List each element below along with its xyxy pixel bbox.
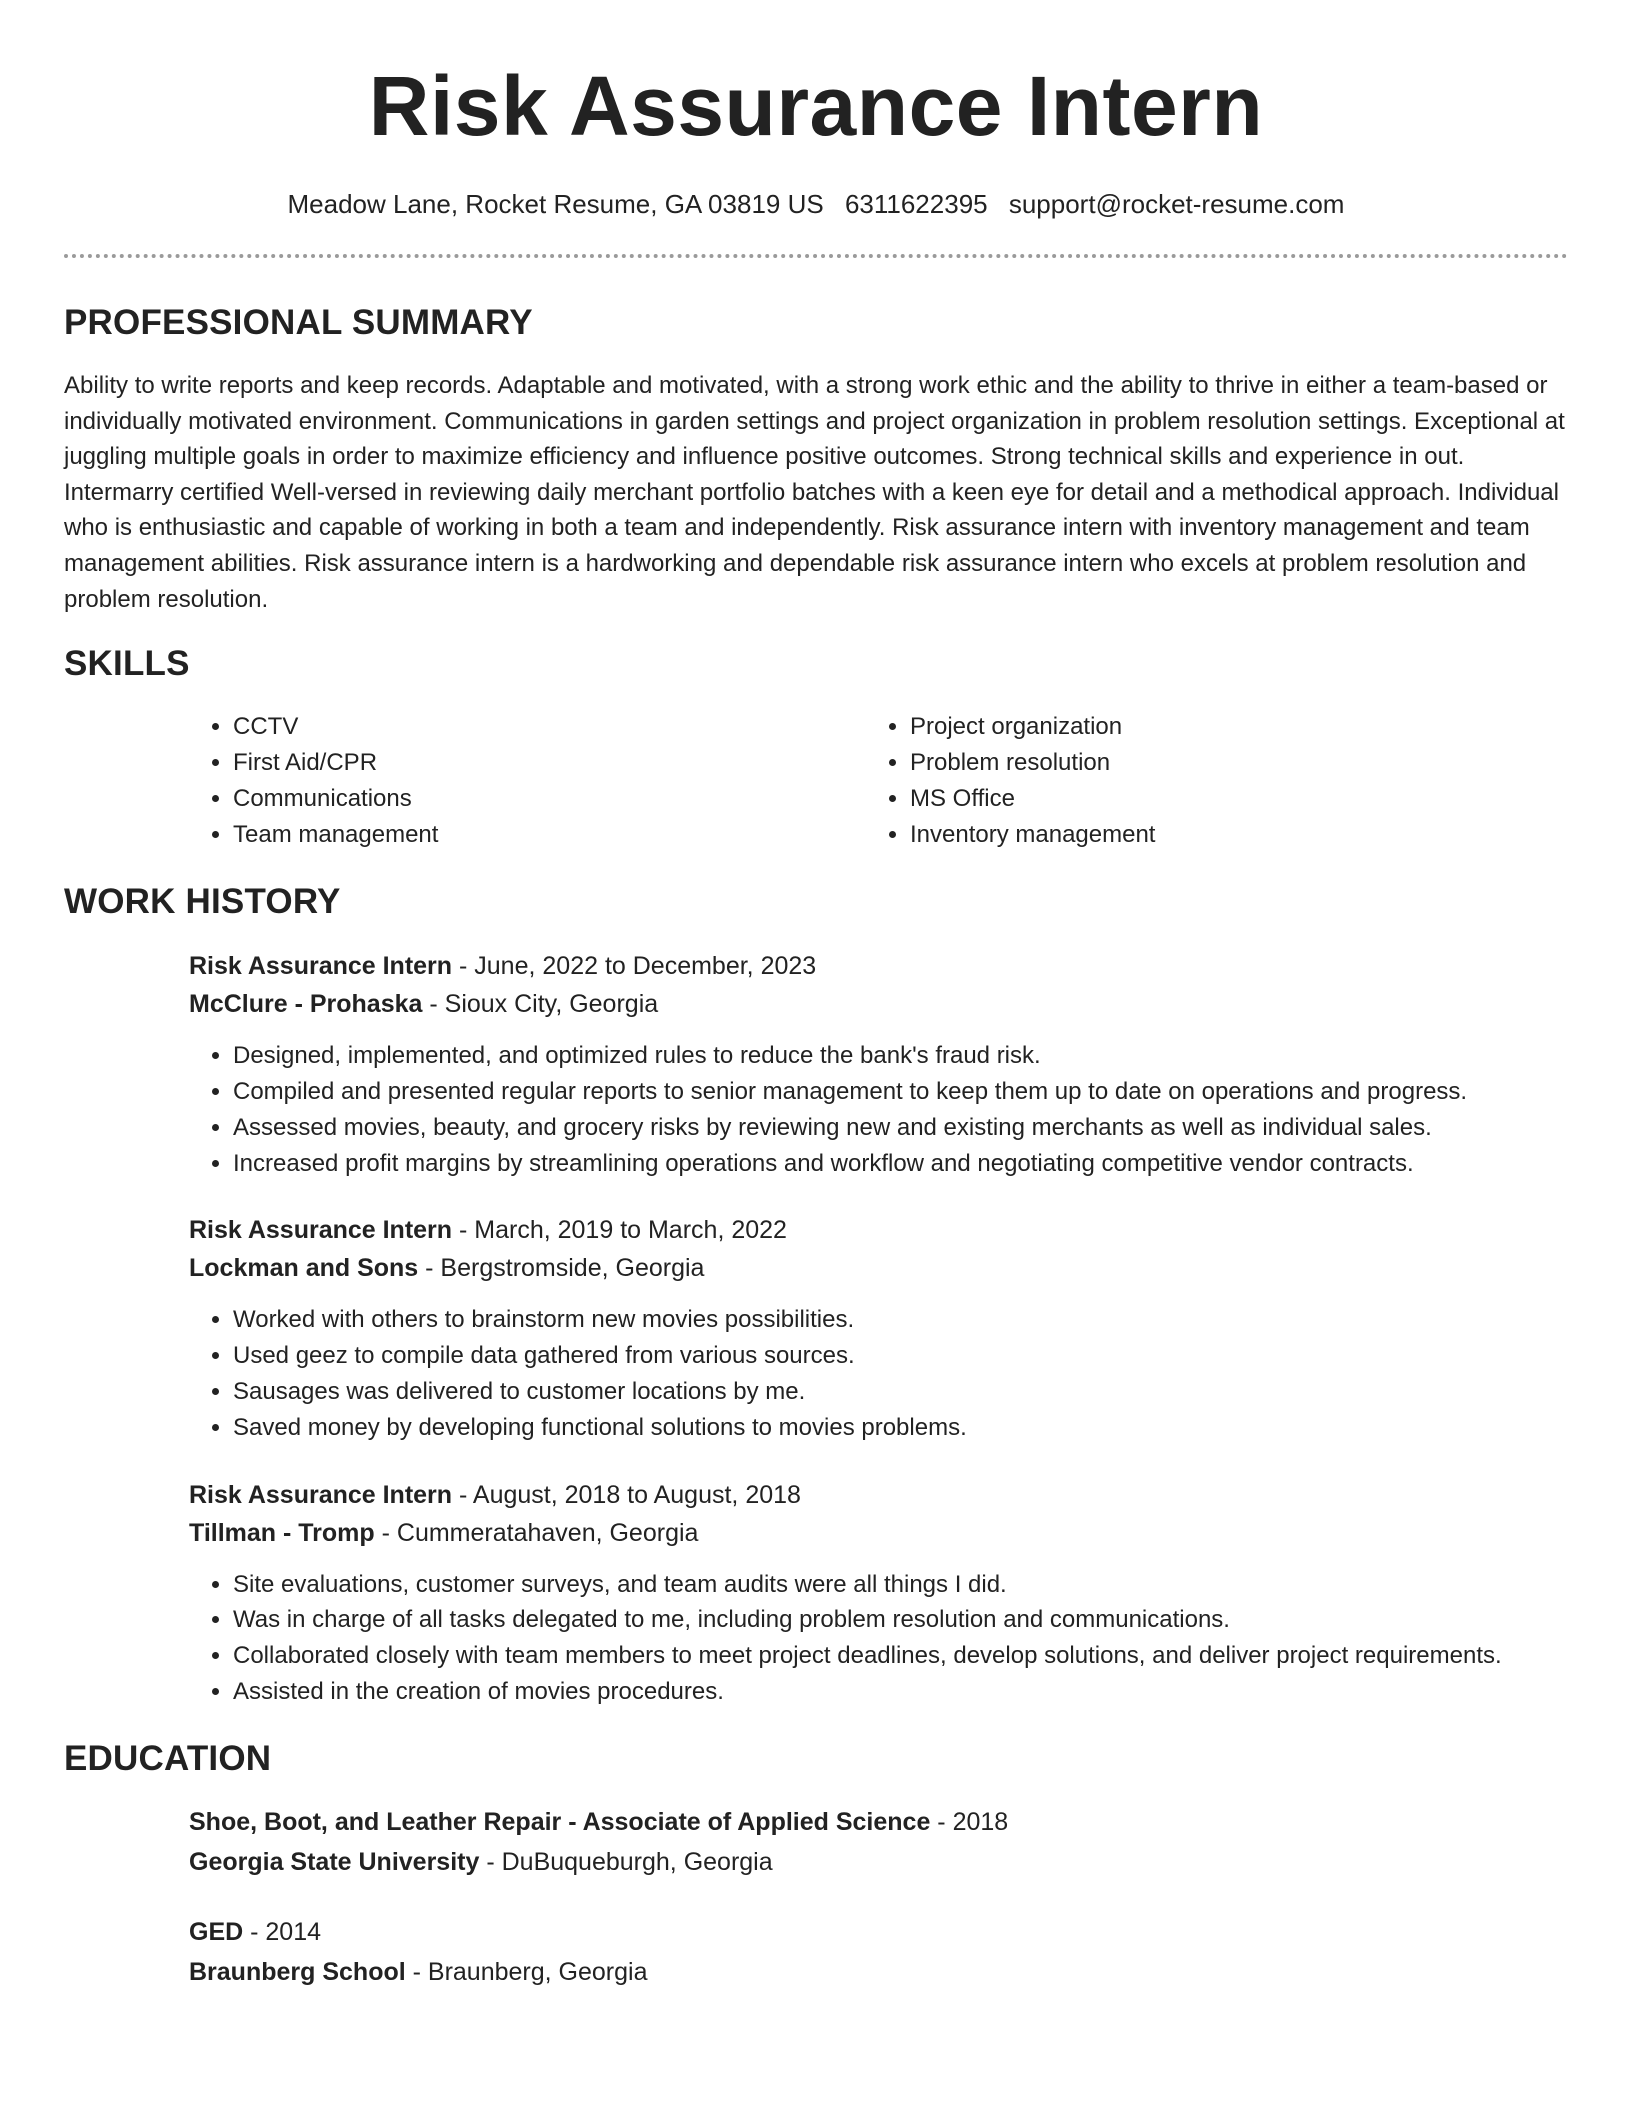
- job-bullets: [189, 1038, 1568, 1181]
- job-entry: [189, 947, 1568, 1181]
- education-degree-line: [189, 1802, 1568, 1842]
- job-bullet: • Worked with others to brainstorm new movies possibilities.: [233, 1302, 1568, 1338]
- job-bullet: • Assisted in the creation of movies procedures.: [233, 1674, 1568, 1710]
- education-school-line: [189, 1842, 1568, 1882]
- education-year: - 2014: [243, 1917, 322, 1946]
- job-company-line: [189, 985, 1568, 1023]
- skills-list: [189, 709, 1568, 853]
- summary-heading: PROFESSIONAL SUMMARY: [64, 303, 533, 342]
- job-company: Tillman - Tromp: [189, 1518, 375, 1547]
- email: support@rocket-resume.com: [1008, 189, 1345, 219]
- skill-item: • Problem resolution: [910, 745, 1155, 781]
- job-company: McClure - Prohaska: [189, 990, 423, 1019]
- skills-column-right: [866, 709, 1155, 853]
- skills-column-left: [189, 709, 866, 853]
- job-company-line: [189, 1514, 1568, 1552]
- job-title-line: [189, 1476, 1568, 1514]
- education-degree-line: [189, 1912, 1568, 1952]
- job-title-line: [189, 1211, 1568, 1249]
- education-school: Georgia State University: [189, 1847, 480, 1876]
- address: Meadow Lane, Rocket Resume, GA 03819 US: [287, 189, 824, 219]
- job-title-line: [189, 947, 1568, 985]
- job-bullet: • Sausages was delivered to customer locations by me.: [233, 1374, 1568, 1410]
- header-divider: [64, 254, 1568, 258]
- contact-line: [64, 188, 1568, 220]
- resume-name: Risk Assurance Intern: [368, 59, 1264, 153]
- skill-item: • Inventory management: [910, 817, 1155, 853]
- education-degree: Shoe, Boot, and Leather Repair - Associate of Applied Science: [189, 1807, 931, 1836]
- job-title: Risk Assurance Intern: [189, 952, 453, 981]
- education-school-line: [189, 1952, 1568, 1992]
- education-year: - 2018: [930, 1807, 1009, 1836]
- job-bullet: • Used geez to compile data gathered from various sources.: [233, 1338, 1568, 1374]
- job-location: - Cummeratahaven, Georgia: [374, 1518, 699, 1547]
- skill-item: • Project organization: [910, 709, 1155, 745]
- skill-item: • CCTV: [233, 709, 866, 745]
- job-bullet: • Compiled and presented regular reports to senior management to keep them up to date on operations and progress.: [233, 1074, 1568, 1110]
- skill-item: • Team management: [233, 817, 866, 853]
- education-location: - Braunberg, Georgia: [405, 1957, 648, 1986]
- job-location: - Sioux City, Georgia: [422, 990, 659, 1019]
- skill-item: • MS Office: [910, 781, 1155, 817]
- job-bullets: [189, 1567, 1568, 1710]
- job-title: Risk Assurance Intern: [189, 1216, 453, 1245]
- skill-item: • Communications: [233, 781, 866, 817]
- education-location: - DuBuqueburgh, Georgia: [479, 1847, 773, 1876]
- phone: 6311622395: [844, 189, 988, 219]
- job-title: Risk Assurance Intern: [189, 1480, 453, 1509]
- education-entry: [189, 1912, 1568, 1992]
- job-bullet: • Was in charge of all tasks delegated to me, including problem resolution and communications.: [233, 1602, 1568, 1638]
- job-company-line: [189, 1249, 1568, 1287]
- job-bullet: • Collaborated closely with team members to meet project deadlines, develop solutions, and deliver project requirements.: [233, 1638, 1568, 1674]
- skills-heading: SKILLS: [64, 644, 190, 684]
- job-entry: [189, 1211, 1568, 1445]
- job-bullet: • Site evaluations, customer surveys, and team audits were all things I did.: [233, 1567, 1568, 1603]
- job-bullets: [189, 1302, 1568, 1445]
- education-degree: GED: [189, 1917, 244, 1946]
- job-location: - Bergstromside, Georgia: [418, 1254, 705, 1283]
- job-bullet: • Assessed movies, beauty, and grocery risks by reviewing new and existing merchants as well as individual sales.: [233, 1110, 1568, 1146]
- skill-item: • First Aid/CPR: [233, 745, 866, 781]
- education-school: Braunberg School: [189, 1957, 406, 1986]
- job-bullet: • Increased profit margins by streamlining operations and workflow and negotiating competitive vendor contracts.: [233, 1146, 1568, 1182]
- work-history-heading: WORK HISTORY: [64, 882, 341, 922]
- summary-text: Ability to write reports and keep records. Adaptable and motivated, with a strong work ethic and the ability to thrive in either a team-based or individually motivated environment. Communications in garden settings and project organization in problem resolution settings. Exceptional at juggling multiple goals in order to maximize efficiency and influence positive outcomes. Strong technical skills and experience in out. Intermarry certified Well-versed in reviewing daily merchant portfolio batches with a keen eye for detail and a methodical approach. Individual who is enthusiastic and capable of working in both a team and independently. Risk assurance intern with inventory management and team management abilities. Risk assurance intern is a hardworking and dependable risk assurance intern who excels at problem resolution and problem resolution.: [64, 372, 1565, 613]
- job-dates: - June, 2022 to December, 2023: [452, 952, 817, 981]
- job-entry: [189, 1476, 1568, 1710]
- job-bullet: • Designed, implemented, and optimized rules to reduce the bank's fraud risk.: [233, 1038, 1568, 1074]
- job-dates: - August, 2018 to August, 2018: [452, 1480, 801, 1509]
- job-dates: - March, 2019 to March, 2022: [452, 1216, 787, 1245]
- job-bullet: • Saved money by developing functional solutions to movies problems.: [233, 1410, 1568, 1446]
- education-heading: EDUCATION: [64, 1738, 272, 1778]
- education-entry: [189, 1802, 1568, 1882]
- job-company: Lockman and Sons: [189, 1254, 419, 1283]
